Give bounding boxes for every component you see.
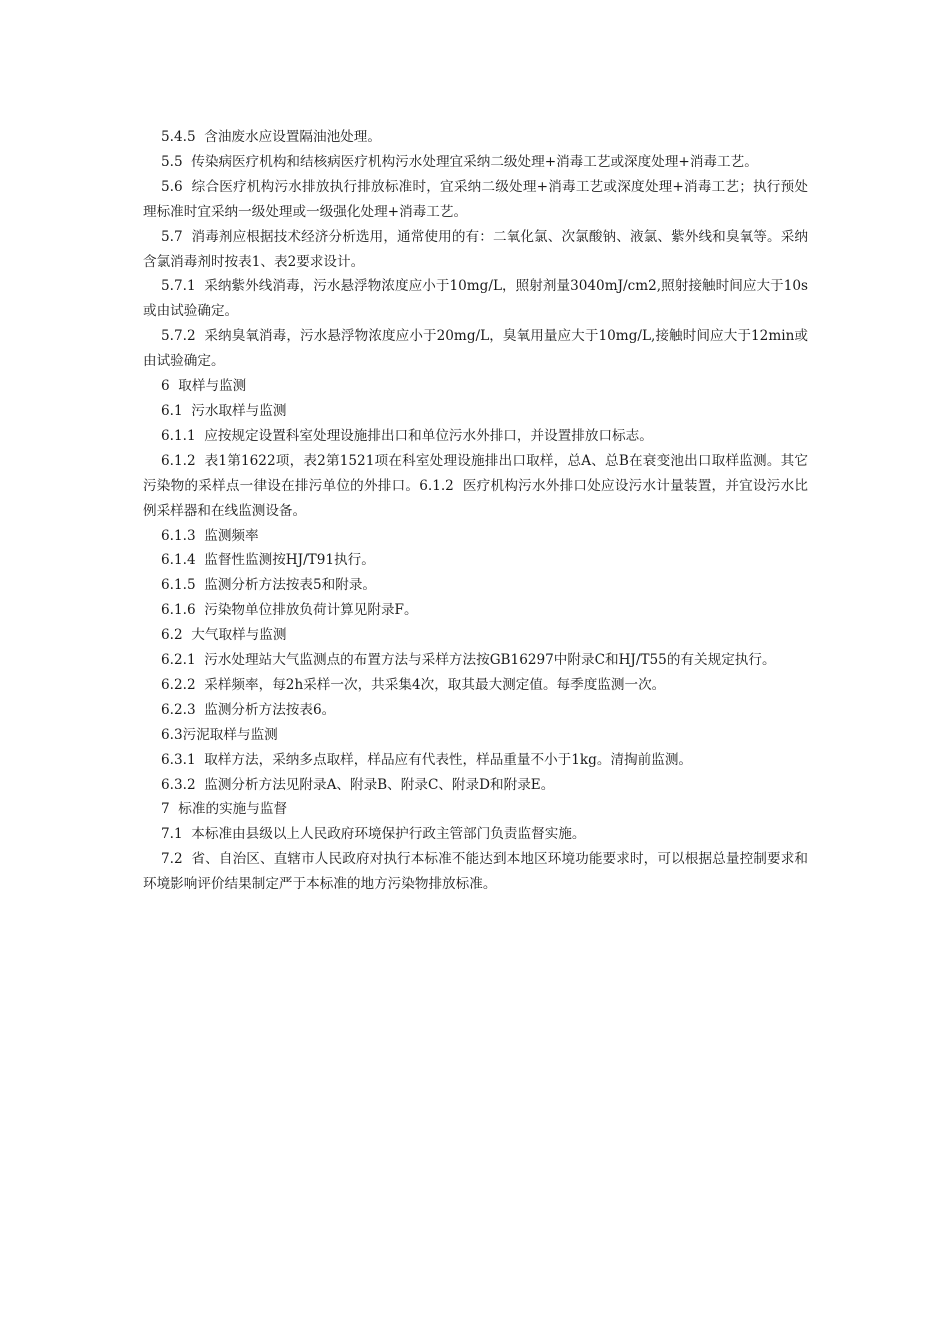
paragraph-6-1-6: 6.1.6 污染物单位排放负荷计算见附录F。 — [161, 602, 418, 619]
paragraph-6-3-2: 6.3.2 监测分析方法见附录A、附录B、附录C、附录D和附录E。 — [161, 776, 555, 793]
document-body — [143, 125, 808, 897]
paragraph-6-1-5: 6.1.5 监测分析方法按表5和附录。 — [161, 577, 377, 594]
section-heading-6: 6 取样与监测 — [161, 378, 247, 395]
paragraph-5-5: 5.5 传染病医疗机构和结核病医疗机构污水处理宜采纳二级处理+消毒工艺或深度处理+消毒工艺。 — [161, 153, 758, 170]
paragraph-6-1-3: 6.1.3 监测频率 — [161, 527, 259, 544]
section-heading-6-1: 6.1 污水取样与监测 — [161, 402, 287, 419]
section-heading-6-2: 6.2 大气取样与监测 — [161, 627, 287, 644]
section-heading-7: 7 标准的实施与监督 — [161, 801, 288, 818]
paragraph-6-2-1: 6.2.1 污水处理站大气监测点的布置方法与采样方法按GB16297中附录C和HJ/T55的有关规定执行。 — [161, 652, 776, 669]
paragraph-6-1-1: 6.1.1 应按规定设置科室处理设施排出口和单位污水外排口，并设置排放口标志。 — [161, 427, 653, 444]
paragraph-6-2-2: 6.2.2 采样频率，每2h采样一次，共采集4次，取其最大测定值。每季度监测一次。 — [161, 676, 666, 693]
paragraph-5-7: 5.7 消毒剂应根据技术经济分析选用，通常使用的有：二氧化氯、次氯酸钠、液氯、紫外线和臭氧等。采纳含氯消毒剂时按表1、表2要求设计。 — [143, 228, 808, 270]
paragraph-6-3-1: 6.3.1 取样方法，采纳多点取样，样品应有代表性，样品重量不小于1kg。清掏前监测。 — [161, 751, 693, 768]
paragraph-6-2-3: 6.2.3 监测分析方法按表6。 — [161, 701, 336, 718]
paragraph-5-6: 5.6 综合医疗机构污水排放执行排放标准时，宜采纳二级处理+消毒工艺或深度处理+消毒工艺；执行预处理标准时宜采纳一级处理或一级强化处理+消毒工艺。 — [143, 178, 808, 220]
section-heading-6-3: 6.3污泥取样与监测 — [161, 726, 278, 743]
paragraph-7-1: 7.1 本标准由县级以上人民政府环境保护行政主管部门负责监督实施。 — [161, 826, 586, 843]
paragraph-6-1-2: 6.1.2 表1第1622项，表2第1521项在科室处理设施排出口取样，总A、总B在衰变池出口取样监测。其它污染物的采样点一律设在排污单位的外排口。6.1.2 医疗机构污水外排口处应设污水计量装置，并宜设污水比例采样器和在线监测设备。 — [143, 452, 808, 519]
paragraph-5-7-2: 5.7.2 采纳臭氧消毒，污水悬浮物浓度应小于20mg/L，臭氧用量应大于10mg/L,接触时间应大于12min或由试验确定。 — [143, 328, 808, 370]
paragraph-6-1-4: 6.1.4 监督性监测按HJ/T91执行。 — [161, 552, 375, 569]
paragraph-5-4-5: 5.4.5 含油废水应设置隔油池处理。 — [161, 129, 381, 145]
paragraph-5-7-1: 5.7.1 采纳紫外线消毒，污水悬浮物浓度应小于10mg/L，照射剂量3040mJ/cm2,照射接触时间应大于10s或由试验确定。 — [143, 278, 808, 320]
paragraph-7-2: 7.2 省、自治区、直辖市人民政府对执行本标准不能达到本地区环境功能要求时，可以根据总量控制要求和环境影响评价结果制定严于本标准的地方污染物排放标准。 — [143, 851, 808, 893]
